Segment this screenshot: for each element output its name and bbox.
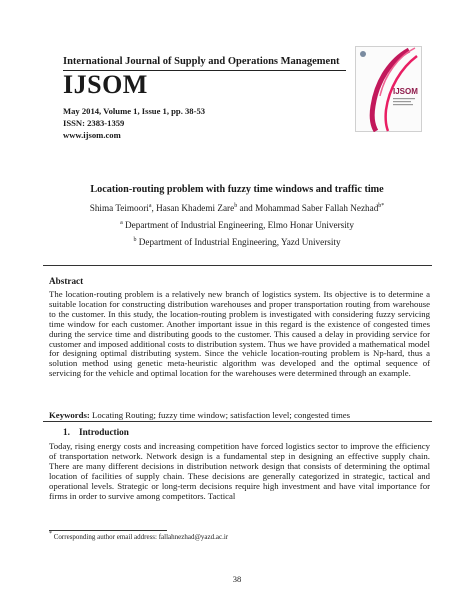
cover-seal-icon [360, 51, 366, 57]
affiliation: $^b$ Department of Industrial Engineering, Yazd University [133, 237, 341, 247]
author-name: Mohammad Saber Fallah Nezhad [255, 203, 379, 213]
abstract-body: The location-routing problem is a relatively new branch of logistics system. Its objective is to determine a suitable location for constructing distribution warehouses and proper transportation routing from warehouse to the customer. In this study, the location-routing problem is investigated with considering fuzzy servicing time window for each customer. Another important issue in this regard is the existence of congested times during the service time and distributing goods to the customer. This caused a delay in providing service for customer and imposed additional costs to distribution system. Thus we have provided a mathematical model for designing optimal distributing system. Since the vehicle location-routing problem is Np-hard, thus a solution method using genetic meta-heuristic algorithm was developed and the optimal sequence of servicing for the vehicle and optimal location for the warehouses were determined through an example. [49, 289, 430, 379]
keywords [49, 410, 430, 420]
section-heading: 1. Introduction [63, 427, 129, 437]
divider [43, 421, 432, 422]
cover-title: IJSOM [393, 87, 418, 96]
affiliation: $^a$ Department of Industrial Engineering, Elmo Honar University [120, 220, 354, 230]
footnote: * Corresponding author email address: fallahnezhad@yazd.ac.ir [49, 531, 229, 541]
footnote-rule [49, 530, 167, 531]
author-name: Shima Teimoori [89, 203, 149, 213]
website-link[interactable]: www.ijsom.com [63, 130, 121, 140]
divider [43, 265, 432, 266]
journal-logo-text: IJSOM [63, 70, 148, 99]
issn: ISSN: 2383-1359 [63, 118, 125, 128]
keywords-label: Keywords: [49, 410, 90, 420]
paper-title: Location-routing problem with fuzzy time windows and traffic time [90, 184, 384, 195]
abstract-heading: Abstract [49, 276, 84, 286]
introduction-body: Today, rising energy costs and increasing competition have forced logistics sector to improve the efficiency of transportation network. Network design is a fundamental step in designing an effective supply chain. There are many different decisions in distribution network design that consists of determining the optimal location of facilities of supply chain. These decisions are generally categorized in strategic, tactical and operational levels. Strategic or long-term decisions require high investment and have vital importance for firms in order to survive among competitors. Tactical [49, 441, 430, 501]
author-list: Shima Teimoori$^a$, Hasan Khademi Zare$^b$ and Mohammad Saber Fallah Nezhad$^{b*}$ [89, 203, 385, 213]
author-name: Hasan Khademi Zare [156, 203, 235, 213]
journal-cover-image [355, 46, 422, 132]
keywords-list: Locating Routing; fuzzy time window; satisfaction level; congested times [89, 410, 351, 420]
page-number: 38 [232, 574, 242, 584]
issue-info: May 2014, Volume 1, Issue 1, pp. 38-53 [63, 106, 206, 116]
journal-name: International Journal of Supply and Operations Management [63, 56, 340, 67]
